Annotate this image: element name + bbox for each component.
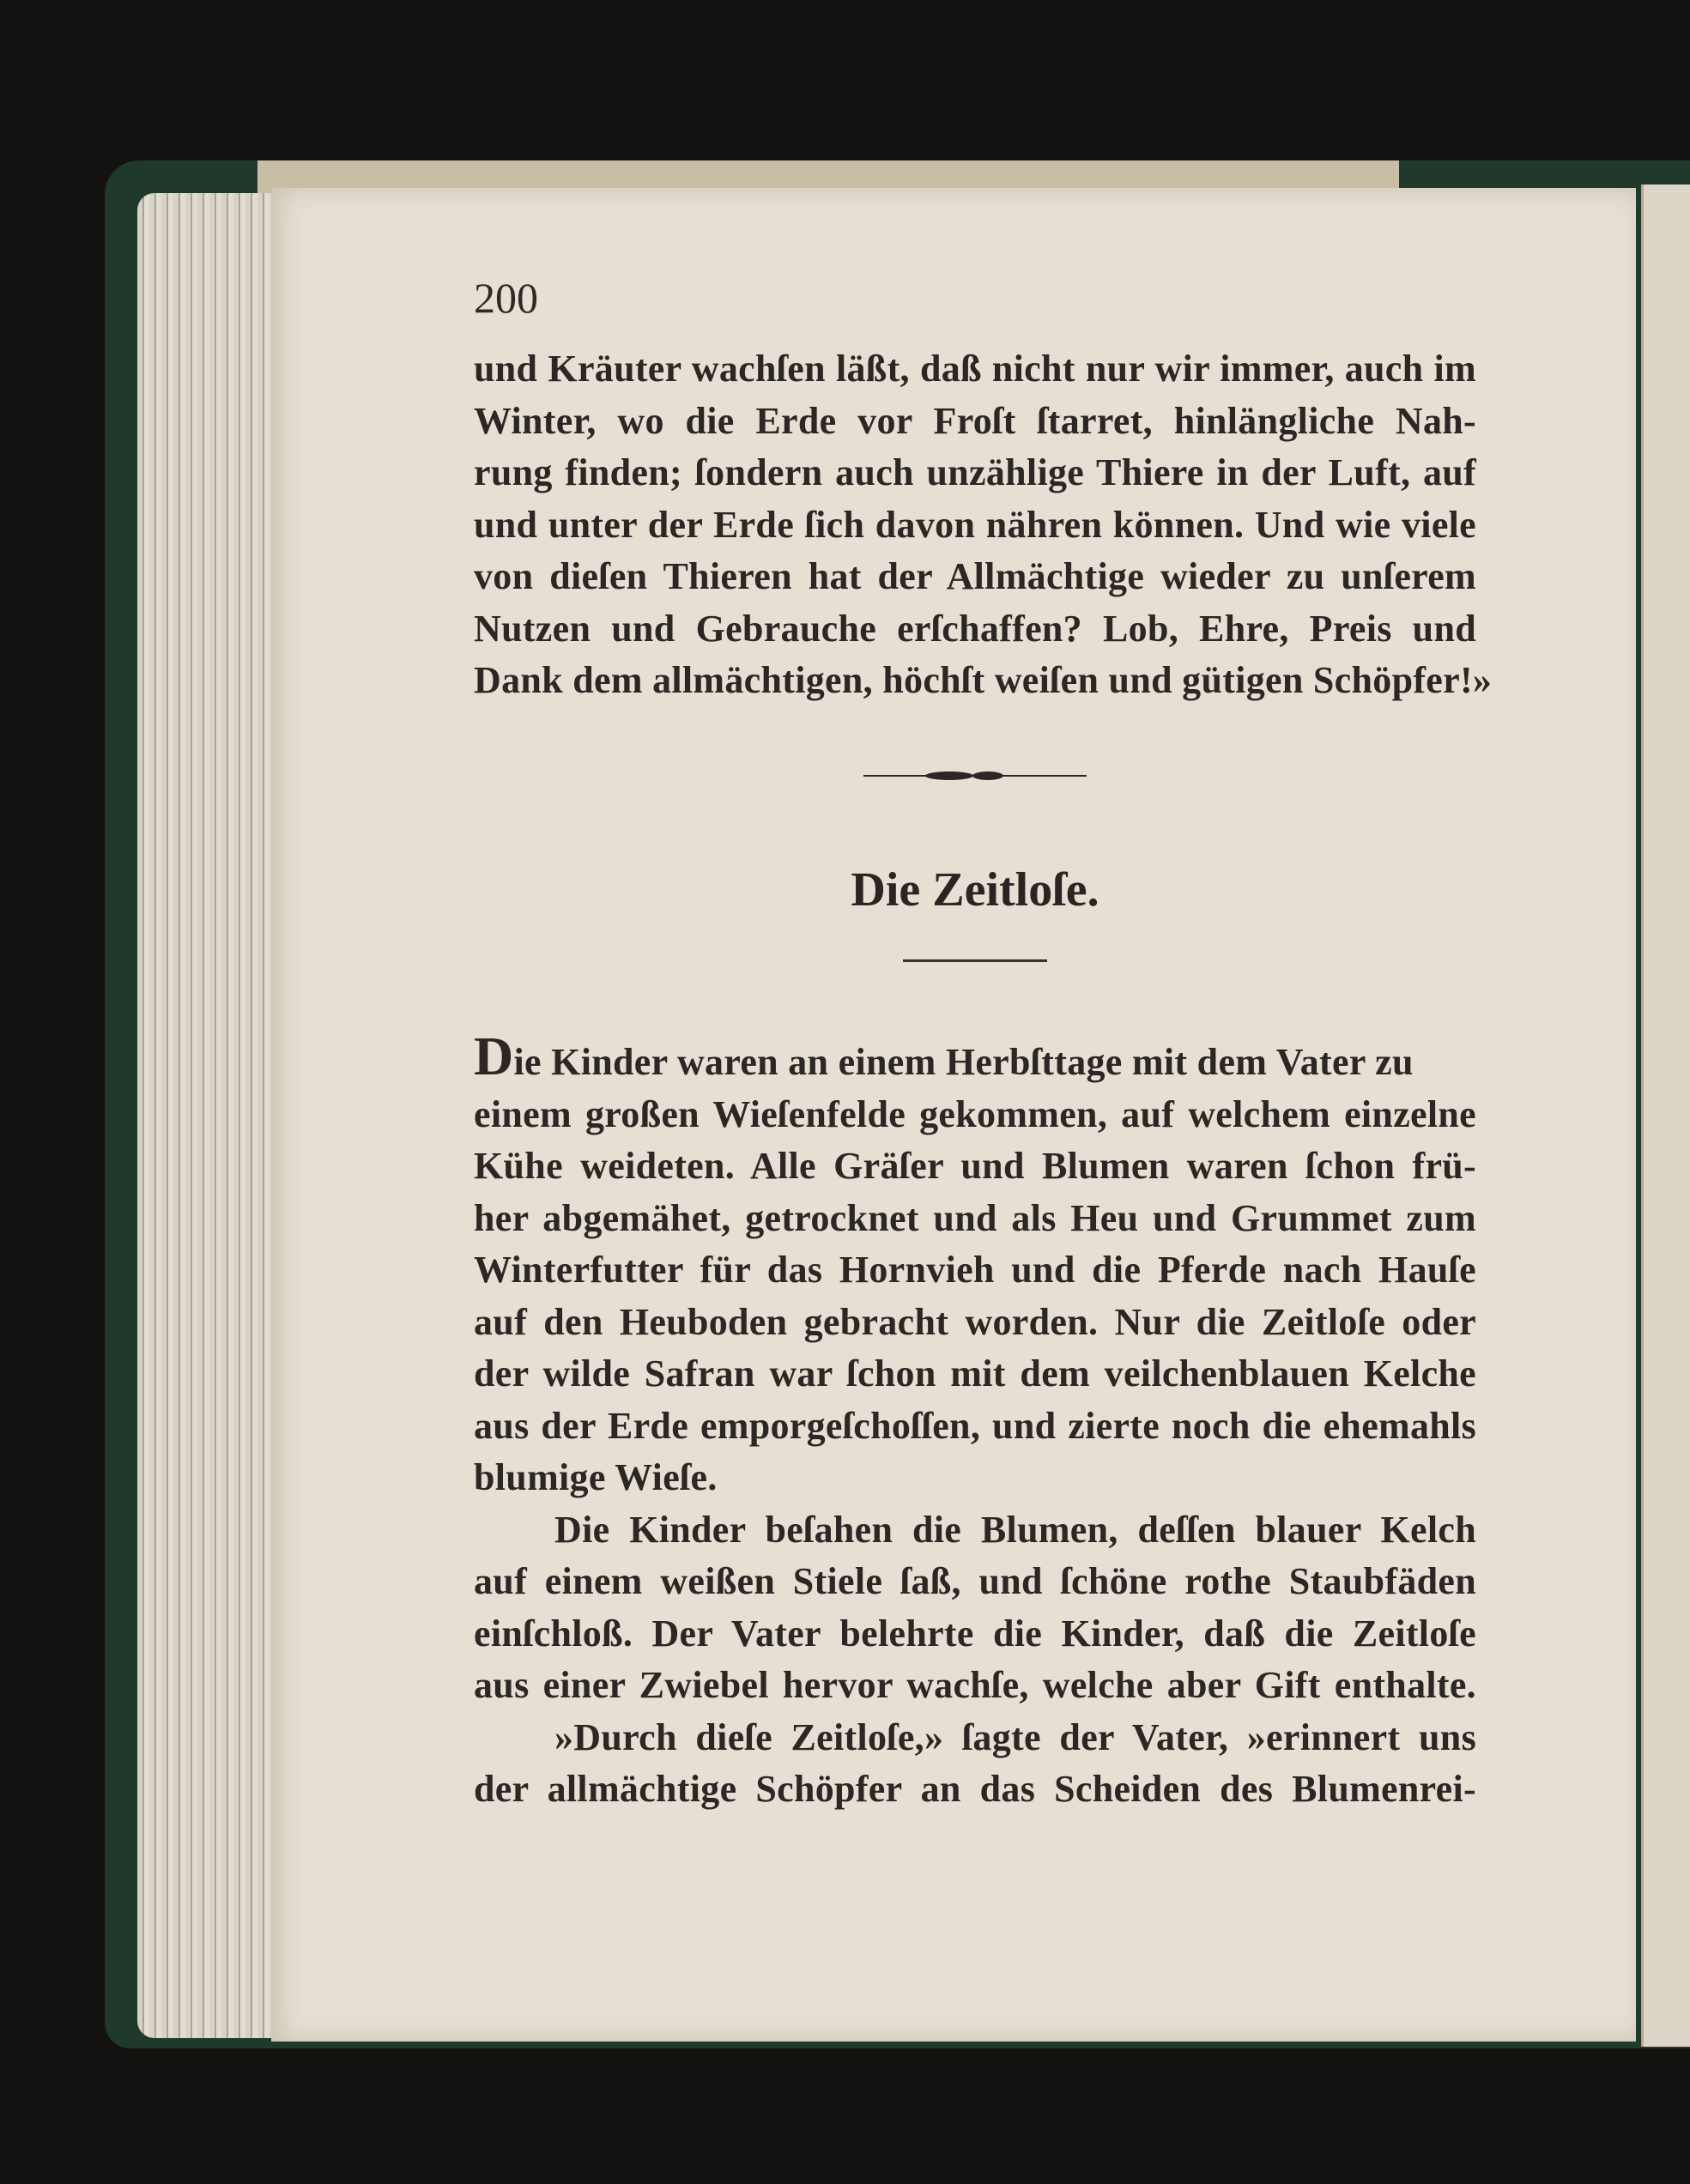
title-underline bbox=[903, 959, 1047, 962]
section-ornament bbox=[863, 769, 1087, 783]
paragraph-1 bbox=[474, 343, 1493, 707]
text-line: Kühe weideten. Alle Gräſer und Blumen waren ſchon frü- bbox=[474, 1145, 1476, 1187]
text-line: »Durch dieſe Zeitloſe,» ſagte der Vater, »erinnert uns bbox=[554, 1715, 1476, 1758]
text-line: von dieſen Thieren hat der Allmächtige wieder zu unſerem bbox=[474, 555, 1476, 597]
text-line: Winterfutter für das Hornvieh und die Pferde nach Hauſe bbox=[474, 1249, 1476, 1291]
text-line: und unter der Erde ſich davon nähren können. Und wie viele bbox=[474, 503, 1476, 546]
drop-cap: D bbox=[474, 1025, 514, 1086]
text-line: der allmächtige Schöpfer an das Scheiden des Blumenrei- bbox=[474, 1768, 1476, 1810]
text-line bbox=[474, 1025, 1476, 1089]
text-line: her abgemähet, getrocknet und als Heu und Grummet zum bbox=[474, 1196, 1476, 1239]
text-line-content: ie Kinder waren an einem Herbſttage mit dem Vater zu bbox=[513, 1041, 1414, 1083]
text-line: Die Kinder beſahen die Blumen, deſſen blauer Kelch bbox=[554, 1508, 1476, 1551]
text-line: einſchloß. Der Vater belehrte die Kinder, daß die Zeitloſe bbox=[474, 1612, 1476, 1655]
text-line: auf einem weißen Stiele ſaß, und ſchöne rothe Staubfäden bbox=[474, 1560, 1476, 1602]
facing-page-edge bbox=[1641, 185, 1690, 2047]
text-line: rung finden; ſondern auch unzählige Thiere in der Luft, auf bbox=[474, 451, 1476, 493]
text-line: auf den Heuboden gebracht worden. Nur die Zeitloſe oder bbox=[474, 1300, 1476, 1343]
text-line: einem großen Wieſenfelde gekommen, auf welchem einzelne bbox=[474, 1092, 1476, 1135]
text-line: Nutzen und Gebrauche erſchaffen? Lob, Ehre, Preis und bbox=[474, 607, 1476, 650]
page-number: 200 bbox=[474, 274, 538, 322]
text-line: aus einer Zwiebel hervor wachſe, welche aber Gift enthalte. bbox=[474, 1664, 1476, 1706]
chapter-title: Die Zeitloſe. bbox=[851, 863, 1099, 917]
text-line: Dank dem allmächtigen, höchſt weiſen und gütigen Schöpfer!» bbox=[474, 659, 1493, 701]
paragraph-2 bbox=[474, 1025, 1476, 1816]
text-line: aus der Erde emporgeſchoſſen, und zierte noch die ehemahls bbox=[474, 1404, 1476, 1447]
text-line: und Kräuter wachſen läßt, daß nicht nur wir immer, auch im bbox=[474, 348, 1476, 390]
text-line: der wilde Safran war ſchon mit dem veilchenblauen Kelche bbox=[474, 1352, 1476, 1394]
text-line: Winter, wo die Erde vor Froſt ſtarret, hinlängliche Nah- bbox=[474, 399, 1476, 442]
text-line: blumige Wieſe. bbox=[474, 1456, 718, 1498]
